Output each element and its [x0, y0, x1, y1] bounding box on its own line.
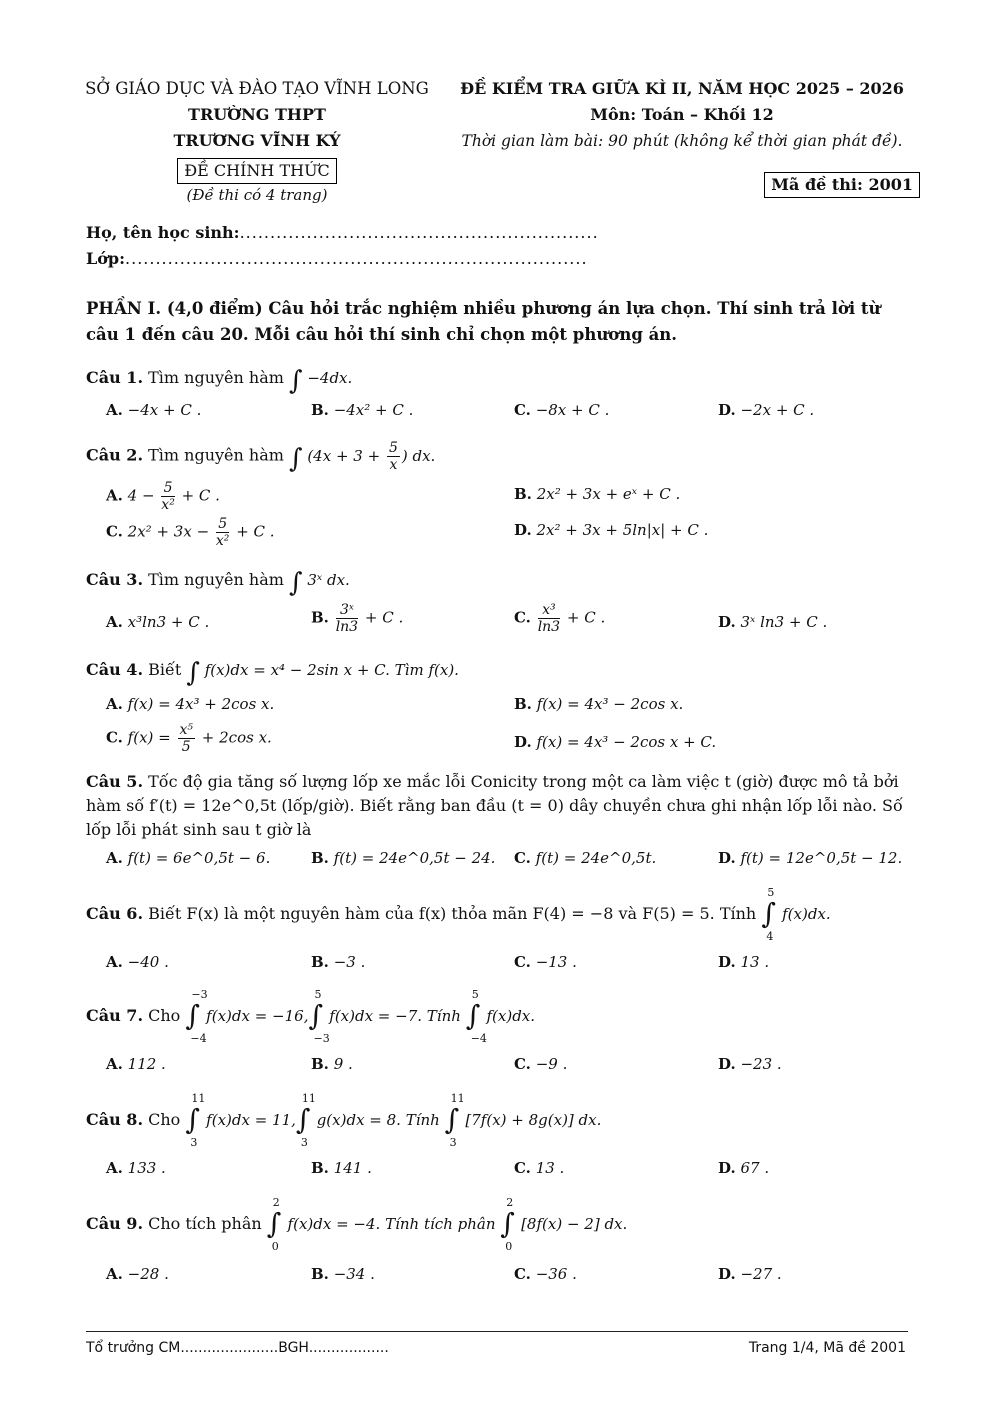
part-heading-line1: PHẦN I. (4,0 điểm) Câu hỏi trắc nghiệm nhiều phương án lựa chọn. Thí sinh trả lời từ [86, 299, 881, 318]
option-text: + C . [236, 522, 275, 541]
option-a[interactable]: A. f(x) = 4x³ + 2cos x. [106, 695, 275, 713]
time-note: Thời gian làm bài: 90 phút (không kể thời gian phát đề). [461, 132, 903, 150]
question-expr: f(x)dx = −7. Tính [329, 1007, 461, 1025]
option-d[interactable]: D. 67 . [718, 1159, 770, 1177]
option-text: −2x + C . [740, 401, 815, 419]
option-b[interactable]: B. f(t) = 24e^0,5t − 24. [311, 849, 496, 867]
question-1: Câu 1. Tìm nguyên hàm ∫ −4dx. [86, 366, 353, 396]
question-expr: f(x)dx = −4. Tính tích phân [287, 1215, 496, 1233]
option-a[interactable]: A. x³ln3 + C . [106, 613, 210, 631]
option-b[interactable]: B. −4x² + C . [311, 401, 414, 419]
question-label: Câu 2. [86, 445, 144, 465]
option-d[interactable]: D. f(t) = 12e^0,5t − 12. [718, 849, 903, 867]
option-text: −23 . [740, 1055, 782, 1073]
option-text: + C . [181, 486, 220, 505]
question-label: Câu 7. [86, 1006, 144, 1025]
exam-code: Mã đề thi: 2001 [764, 172, 920, 198]
option-b[interactable]: B. 141 . [311, 1159, 372, 1177]
option-text: −9 . [535, 1055, 568, 1073]
option-d[interactable]: D. 2x² + 3x + 5ln|x| + C . [514, 521, 709, 539]
option-a[interactable]: A. −4x + C . [106, 401, 202, 419]
question-text: Tìm nguyên hàm [148, 570, 284, 589]
pages-note: (Đề thi có 4 trang) [186, 186, 328, 204]
question-text: Tốc độ gia tăng số lượng lốp xe mắc lỗi Conicity trong một ca làm việc t (giờ) được mô tả bởi [148, 772, 899, 791]
question-8: Câu 8. Cho 11 ∫ 3 f(x)dx = 11, 11 ∫ 3 g(x)dx = 8. Tính 11 ∫ 3 [7f(x) + 8g(x)] dx. [86, 1092, 602, 1149]
question-text: Biết [148, 660, 182, 679]
option-b[interactable]: B. 2x² + 3x + eˣ + C . [514, 485, 681, 503]
question-expr: f(x)dx. [782, 905, 831, 923]
question-label: Câu 8. [86, 1110, 144, 1129]
question-expr: [7f(x) + 8g(x)] dx. [465, 1111, 602, 1129]
question-4: Câu 4. Biết ∫ f(x)dx = x⁴ − 2sin x + C. Tìm f(x). [86, 658, 459, 688]
question-expr: −4dx. [307, 369, 353, 387]
option-text: 67 . [740, 1159, 770, 1177]
question-label: Câu 9. [86, 1214, 144, 1233]
option-a[interactable]: A. −40 . [106, 953, 169, 971]
option-text: −27 . [740, 1265, 782, 1283]
option-text: + C . [364, 608, 404, 627]
question-expr: f(x)dx = −16, [206, 1007, 309, 1025]
option-a[interactable]: A. −28 . [106, 1265, 169, 1283]
option-text: 13 . [740, 953, 770, 971]
header-left [76, 76, 438, 206]
option-a[interactable]: A. 133 . [106, 1159, 166, 1177]
option-c[interactable]: C. −36 . [514, 1265, 577, 1283]
footer-signatures: Tổ trưởng CM......................BGH.................. [86, 1340, 389, 1356]
option-text: 112 . [127, 1055, 166, 1073]
question-text: lốp lỗi phát sinh sau t giờ là [86, 820, 312, 839]
option-text: −3 . [333, 953, 366, 971]
option-c[interactable]: C. 2x² + 3x − $\frac{5}{\text{x²}}$ + C . [106, 516, 275, 549]
option-text: 13 . [535, 1159, 565, 1177]
question-expr: [8f(x) − 2] dx. [521, 1215, 628, 1233]
option-text: + 2cos x. [201, 728, 272, 747]
option-b[interactable]: B. $\frac{\text{3ˣ}}{\ln 3}$ + C . [311, 602, 404, 635]
question-expr: f(x)dx = 11, [206, 1111, 296, 1129]
question-text: Cho [148, 1110, 181, 1129]
option-text: f(t) = 24e^0,5t − 24. [333, 849, 496, 867]
option-c[interactable]: C. f(x) = $\frac{\text{x⁵}}{5}$ + 2cos x. [106, 722, 272, 755]
option-b[interactable]: B. −3 . [311, 953, 366, 971]
question-7: Câu 7. Cho −3 ∫ −4 f(x)dx = −16, 5 ∫ −3 f(x)dx = −7. Tính 5 ∫ −4 f(x)dx. [86, 988, 536, 1045]
option-text: −36 . [535, 1265, 577, 1283]
option-text: −4x² + C . [333, 401, 414, 419]
question-expr: f(x)dx = x⁴ − 2sin x + C. Tìm f(x). [204, 661, 459, 679]
option-c[interactable]: C. $\frac{\text{x³}}{\ln 3}$ + C . [514, 602, 606, 635]
question-5 [86, 770, 916, 842]
option-text: −8x + C . [535, 401, 610, 419]
option-c[interactable]: C. −13 . [514, 953, 577, 971]
option-d[interactable]: D. 13 . [718, 953, 770, 971]
option-b[interactable]: B. 9 . [311, 1055, 353, 1073]
question-label: Câu 3. [86, 570, 144, 589]
question-label: Câu 5. [86, 772, 144, 791]
option-d[interactable]: D. f(x) = 4x³ − 2cos x + C. [514, 733, 717, 751]
option-text: f(t) = 6e^0,5t − 6. [127, 849, 271, 867]
question-text: Biết F(x) là một nguyên hàm của f(x) thỏa mãn F(4) = −8 và F(5) = 5. Tính [148, 904, 757, 923]
question-text: Tìm nguyên hàm [148, 368, 284, 387]
exam-title: ĐỀ KIỂM TRA GIỮA KÌ II, NĂM HỌC 2025 – 2026 [460, 79, 904, 98]
option-text: f(t) = 12e^0,5t − 12. [740, 849, 903, 867]
option-c[interactable]: C. −9 . [514, 1055, 568, 1073]
option-d[interactable]: D. −27 . [718, 1265, 782, 1283]
option-text: −34 . [333, 1265, 375, 1283]
option-c[interactable]: C. −8x + C . [514, 401, 610, 419]
option-text: 133 . [127, 1159, 166, 1177]
question-text: Cho tích phân [148, 1214, 262, 1233]
option-a[interactable]: A. f(t) = 6e^0,5t − 6. [106, 849, 271, 867]
option-d[interactable]: D. −23 . [718, 1055, 782, 1073]
option-c[interactable]: C. 13 . [514, 1159, 565, 1177]
question-text: Tìm nguyên hàm [148, 445, 284, 465]
class-field[interactable]: ............................................................................ [125, 249, 588, 268]
option-text: −4x + C . [127, 401, 202, 419]
option-a[interactable]: A. 4 − $\frac{5}{\text{x²}}$ + C . [106, 480, 220, 513]
option-text: −13 . [535, 953, 577, 971]
question-expr: 3ˣ dx. [307, 571, 350, 589]
option-text: −28 . [127, 1265, 169, 1283]
school-line2: TRƯƠNG VĨNH KÝ [173, 131, 341, 150]
name-label: Họ, tên học sinh: [86, 223, 240, 242]
option-text: x³ln3 + C . [127, 613, 210, 631]
question-label: Câu 6. [86, 904, 144, 923]
option-a[interactable]: A. 112 . [106, 1055, 166, 1073]
option-b[interactable]: B. −34 . [311, 1265, 375, 1283]
student-info [86, 220, 599, 272]
question-2: Câu 2. Tìm nguyên hàm ∫ (4x + 3 + $\frac{5}{x}$ ) dx. [86, 440, 436, 474]
option-text: f(t) = 24e^0,5t. [535, 849, 657, 867]
footer-page-number: Trang 1/4, Mã đề 2001 [748, 1340, 906, 1356]
option-b[interactable]: B. f(x) = 4x³ − 2cos x. [514, 695, 684, 713]
question-label: Câu 1. [86, 368, 144, 387]
option-text: 2x² + 3x + 5ln|x| + C . [536, 521, 709, 539]
option-c[interactable]: C. f(t) = 24e^0,5t. [514, 849, 657, 867]
option-text: −40 . [127, 953, 169, 971]
option-text: f(x) = 4x³ + 2cos x. [127, 695, 275, 713]
question-label: Câu 4. [86, 660, 144, 679]
question-text: hàm số f′(t) = 12e^0,5t (lốp/giờ). Biết rằng ban đầu (t = 0) dây chuyền chưa ghi nhận lốp lỗi nào. Số [86, 796, 903, 815]
part-heading-line2: câu 1 đến câu 20. Mỗi câu hỏi thí sinh chỉ chọn một phương án. [86, 325, 678, 344]
option-text: 141 . [333, 1159, 372, 1177]
option-text: 2x² + 3x + eˣ + C . [536, 485, 681, 503]
school-line1: TRƯỜNG THPT [188, 105, 326, 124]
question-6: Câu 6. Biết F(x) là một nguyên hàm của f(x) thỏa mãn F(4) = −8 và F(5) = 5. Tính 5 ∫ 4 f(x)dx. [86, 886, 831, 943]
part-heading [86, 296, 912, 348]
question-expr: f(x)dx. [486, 1007, 536, 1025]
question-9: Câu 9. Cho tích phân 2 ∫ 0 f(x)dx = −4. Tính tích phân 2 ∫ 0 [8f(x) − 2] dx. [86, 1196, 628, 1253]
option-text: 3ˣ ln3 + C . [740, 613, 828, 631]
option-d[interactable]: D. 3ˣ ln3 + C . [718, 613, 828, 631]
department: SỞ GIÁO DỤC VÀ ĐÀO TẠO VĨNH LONG [85, 79, 429, 98]
official-badge: ĐỀ CHÍNH THỨC [177, 158, 337, 184]
option-d[interactable]: D. −2x + C . [718, 401, 815, 419]
class-label: Lớp: [86, 249, 126, 268]
option-text: f(x) = 4x³ − 2cos x. [536, 695, 684, 713]
question-3: Câu 3. Tìm nguyên hàm ∫ 3ˣ dx. [86, 568, 350, 598]
question-text: Cho [148, 1006, 181, 1025]
header-right [444, 76, 920, 154]
name-field[interactable]: ........................................................... [239, 223, 599, 242]
subject: Môn: Toán – Khối 12 [590, 105, 774, 124]
option-text: 9 . [333, 1055, 353, 1073]
question-expr: g(x)dx = 8. Tính [316, 1111, 440, 1129]
option-text: + C . [566, 608, 606, 627]
option-text: f(x) = 4x³ − 2cos x + C. [536, 733, 717, 751]
footer-divider [86, 1331, 908, 1332]
